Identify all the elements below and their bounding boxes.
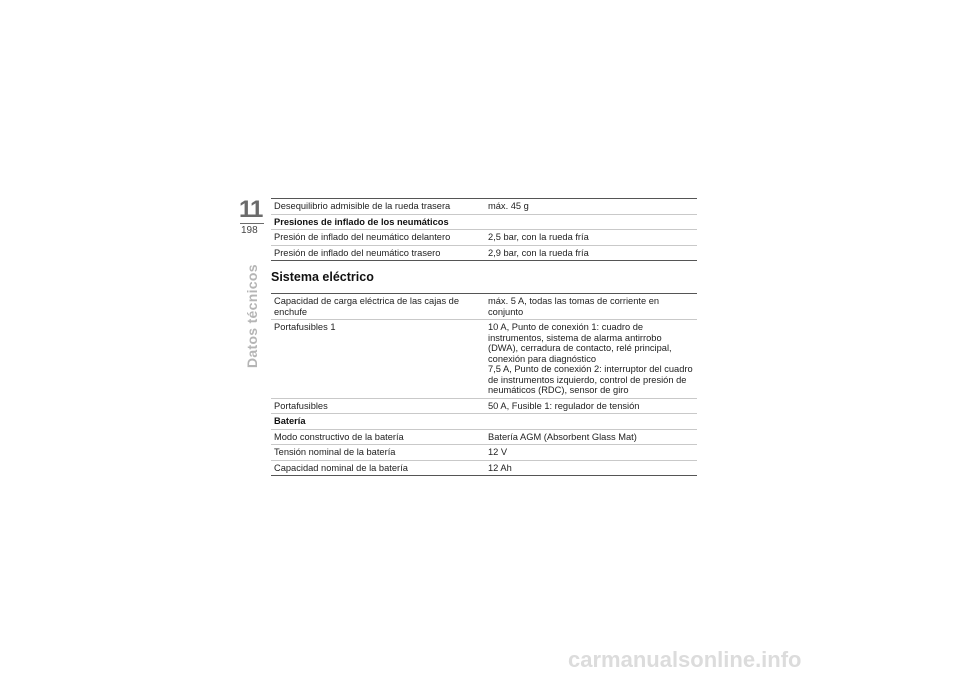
table-heading-row	[271, 214, 697, 230]
watermark: carmanualsonline.info	[568, 647, 802, 672]
table-row	[271, 245, 697, 261]
balance-pressure-table	[271, 198, 697, 261]
table-row	[271, 460, 697, 476]
chapter-divider	[240, 223, 264, 224]
row-label: Presión de inflado del neumático delantero	[271, 230, 485, 246]
row-label: Tensión nominal de la batería	[271, 445, 485, 461]
page-content	[271, 198, 697, 476]
table-row	[271, 445, 697, 461]
chapter-title: Datos técnicos	[244, 264, 260, 368]
row-value-group	[485, 320, 697, 399]
table-row	[271, 294, 697, 320]
row-value: 12 Ah	[485, 460, 697, 476]
row-value: máx. 45 g	[485, 199, 697, 215]
row-value: 2,5 bar, con la rueda fría	[485, 230, 697, 246]
row-heading: Presiones de inflado de los neumáticos	[271, 214, 697, 230]
row-label: Portafusibles	[271, 398, 485, 414]
row-value: máx. 5 A, todas las tomas de corriente en conjunto	[485, 294, 697, 320]
row-label: Presión de inflado del neumático trasero	[271, 245, 485, 261]
row-value: 50 A, Fusible 1: regulador de tensión	[485, 398, 697, 414]
table-row	[271, 230, 697, 246]
row-value: 2,9 bar, con la rueda fría	[485, 245, 697, 261]
row-label: Portafusibles 1	[271, 320, 485, 399]
table-row	[271, 398, 697, 414]
row-label: Capacidad de carga eléctrica de las cajas de enchufe	[271, 294, 485, 320]
row-value: Batería AGM (Absorbent Glass Mat)	[485, 429, 697, 445]
electrical-table	[271, 293, 697, 476]
chapter-number: 11	[239, 196, 263, 223]
page-number: 198	[241, 225, 258, 236]
table-row	[271, 429, 697, 445]
row-heading: Batería	[271, 414, 697, 430]
row-label: Modo constructivo de la batería	[271, 429, 485, 445]
row-value: 12 V	[485, 445, 697, 461]
table-row	[271, 320, 697, 399]
table-heading-row	[271, 414, 697, 430]
row-label: Capacidad nominal de la batería	[271, 460, 485, 476]
table-row	[271, 199, 697, 215]
row-label: Desequilibrio admisible de la rueda trasera	[271, 199, 485, 215]
section-title: Sistema eléctrico	[271, 270, 374, 284]
row-value-secondary: 7,5 A, Punto de conexión 2: interruptor del cuadro de instrumentos izquierdo, control de presión de neumáticos (RDC), sensor de giro	[488, 364, 693, 395]
row-value: 10 A, Punto de conexión 1: cuadro de instrumentos, sistema de alarma antirrobo (DWA), cerradura de contacto, relé principal, conexión para diagnóstico	[488, 322, 672, 364]
